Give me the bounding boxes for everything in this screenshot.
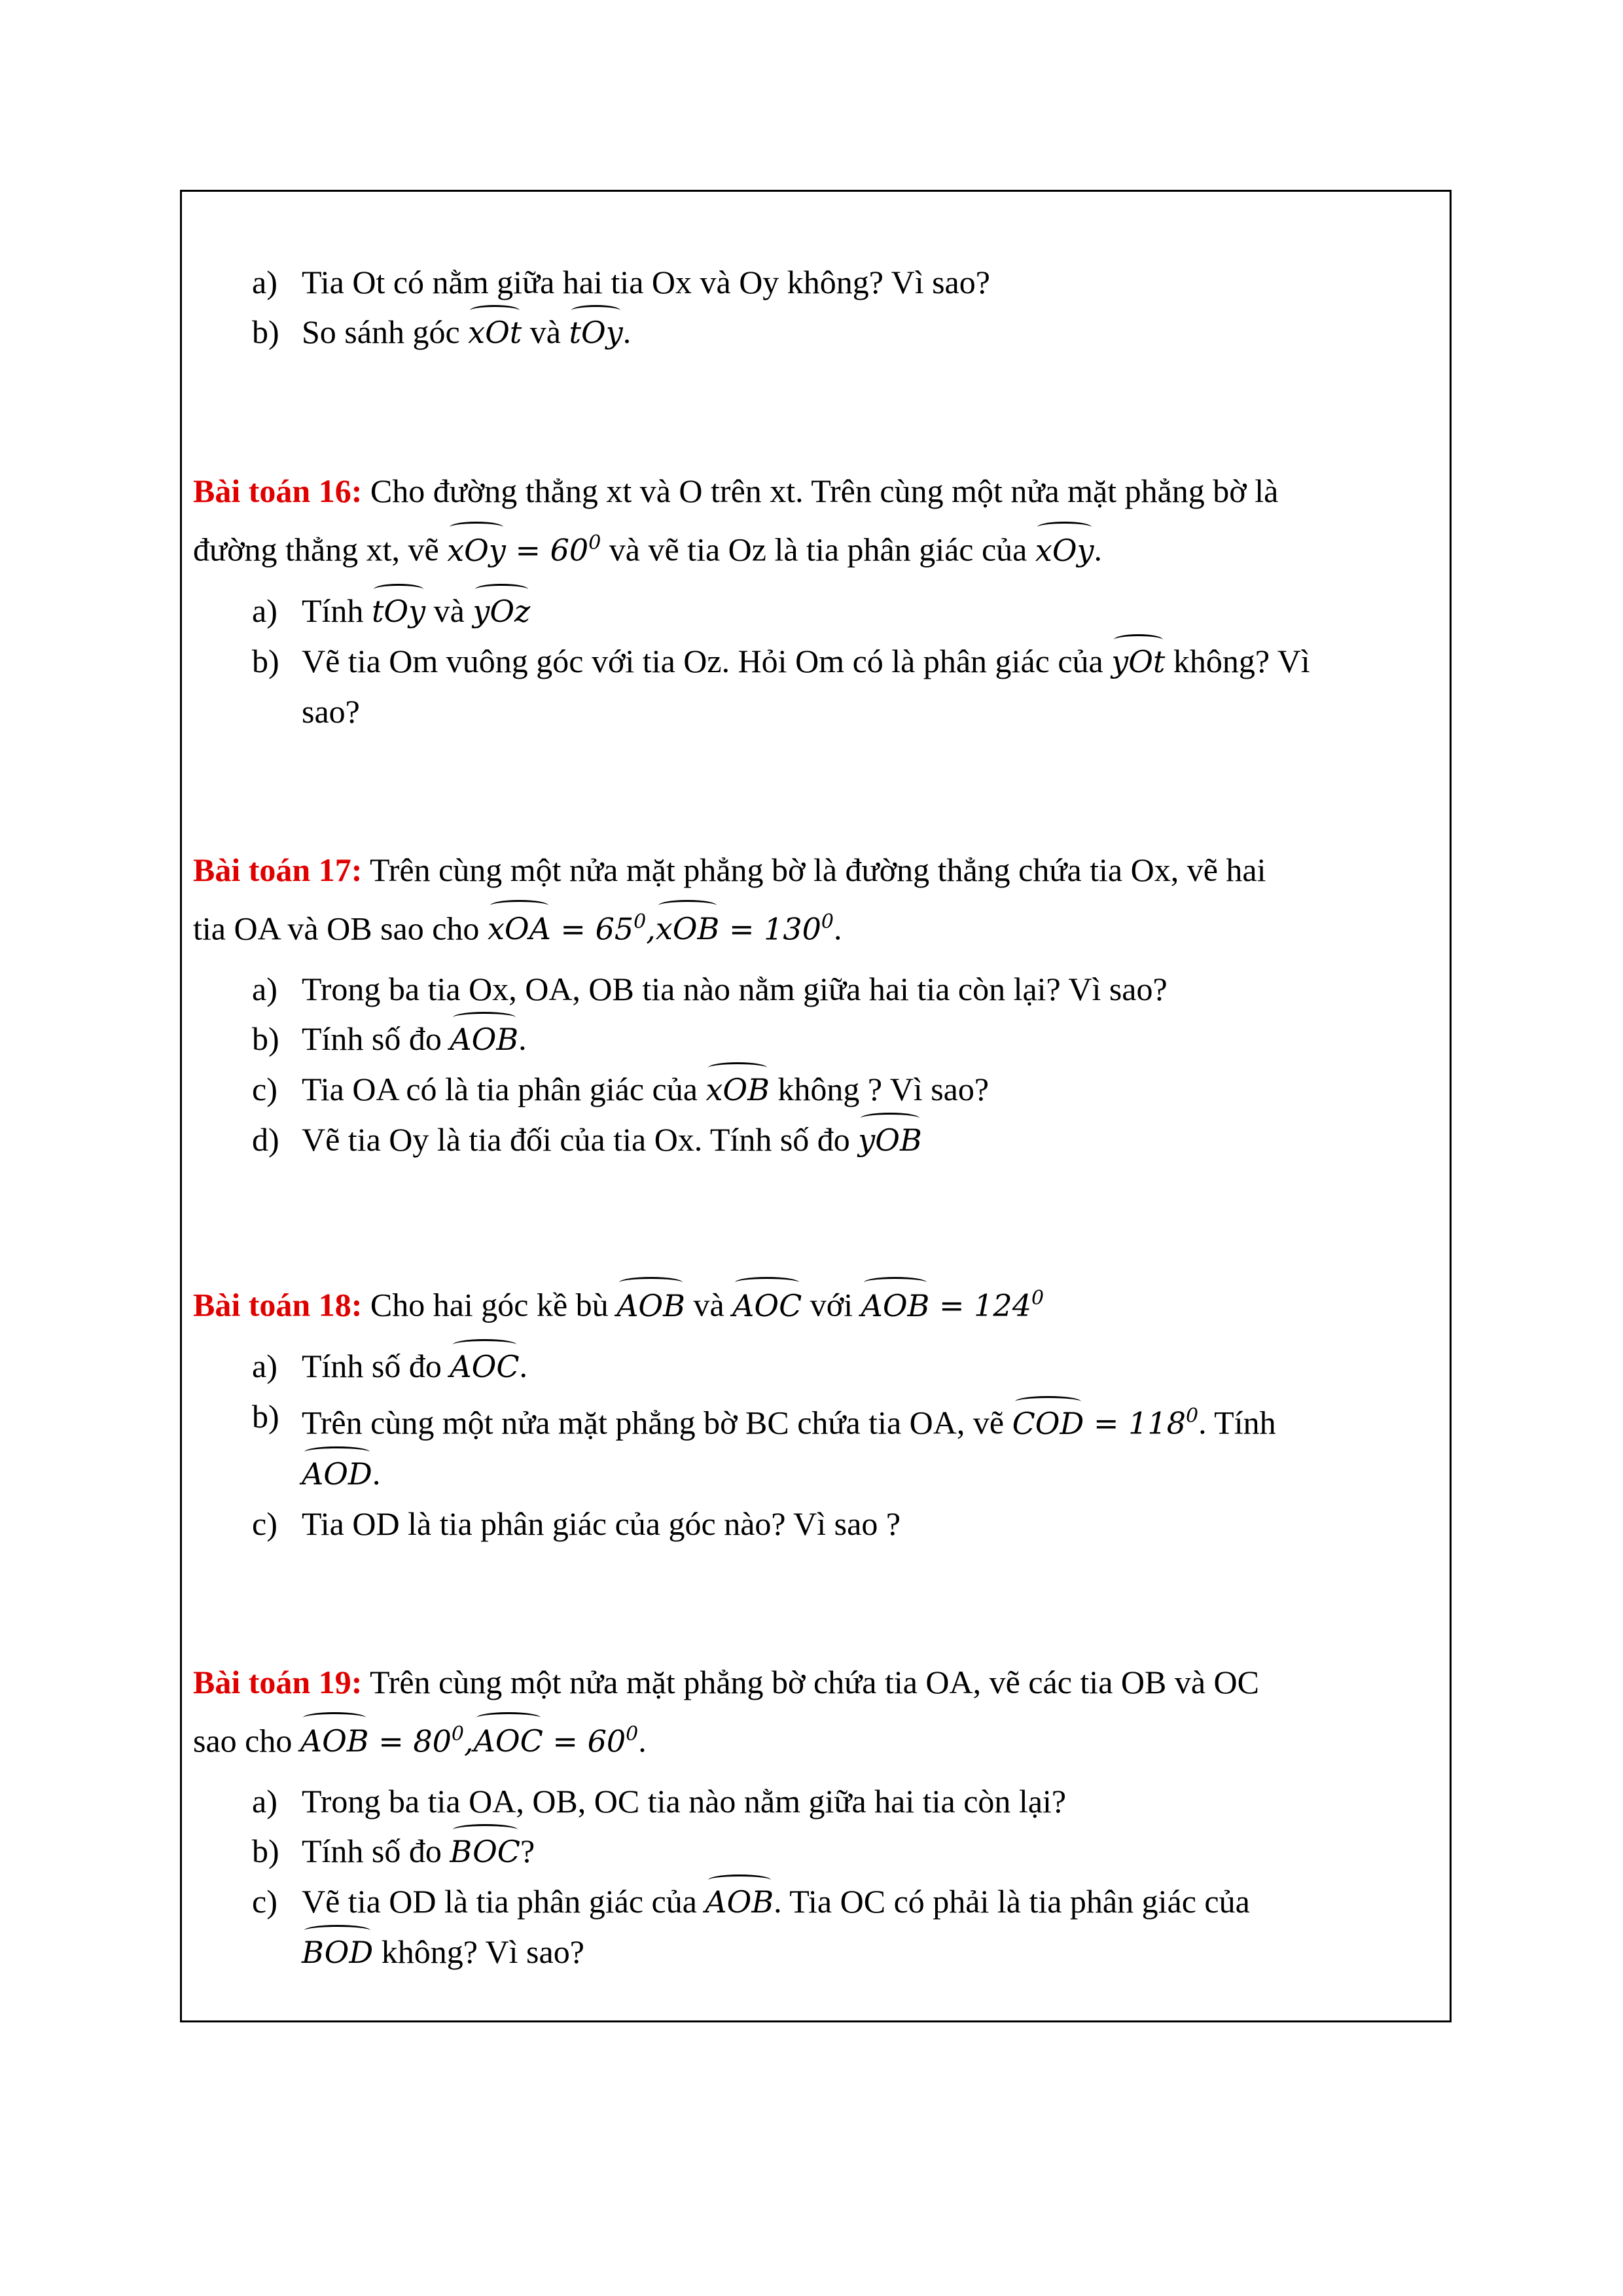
text: và (425, 592, 473, 629)
angle: yOz (473, 586, 530, 636)
item-a (193, 1341, 1436, 1391)
intro-items (193, 257, 1436, 357)
problem-16-items (193, 586, 1436, 736)
content (193, 257, 1436, 1977)
problem-box (180, 190, 1452, 2022)
text: Trong ba tia Ox, OA, OB tia nào nằm giữa hai tia còn lại? Vì sao? (302, 971, 1168, 1008)
angle: BOD (302, 1928, 373, 1977)
degree: 0 (1185, 1404, 1199, 1427)
text: Tia OD là tia phân giác của góc nào? Vì sao ? (302, 1505, 901, 1542)
angle: AOC (474, 1715, 543, 1767)
text: Tia OA có là tia phân giác của (302, 1071, 706, 1108)
degree: 0 (626, 1722, 639, 1746)
item-c (193, 1876, 1436, 1977)
item-label: a) (252, 1347, 277, 1384)
math: = 80 (368, 1723, 452, 1759)
text: . Tia OC có phải là tia phân giác của (774, 1883, 1250, 1920)
text: Trong ba tia OA, OB, OC tia nào nằm giữa hai tia còn lại? (302, 1783, 1067, 1820)
item-b (193, 1826, 1436, 1876)
angle: xOA (488, 903, 551, 955)
item-label: b) (252, 1020, 279, 1058)
text: đường thẳng xt, vẽ (193, 531, 448, 568)
text: Trên cùng một nửa mặt phẳng bờ chứa tia OA, vẽ các tia OB và OC (362, 1663, 1259, 1700)
text: Tính số đo (302, 1347, 450, 1384)
math: , (646, 911, 656, 947)
math: = 60 (543, 1723, 626, 1759)
text: Vẽ tia OD là tia phân giác của (302, 1883, 705, 1920)
text: và vẽ tia Oz là tia phân giác của (601, 531, 1035, 568)
angle: AOB (861, 1280, 930, 1332)
item-c (193, 1499, 1436, 1549)
item-b (193, 1014, 1436, 1064)
item-label: b) (252, 1833, 279, 1870)
text: Cho đường thẳng xt và O trên xt. Trên cùng một nửa mặt phẳng bờ là (362, 473, 1279, 509)
text: . Tính (1198, 1404, 1276, 1441)
angle: yOt (1111, 637, 1165, 687)
item-label: a) (252, 971, 277, 1008)
text: . (372, 1454, 381, 1492)
intro-item-b (193, 307, 1436, 357)
item-label: a) (252, 1783, 277, 1820)
text: ? (520, 1833, 535, 1870)
text: tia OA và OB sao cho (193, 910, 488, 947)
text: Trên cùng một nửa mặt phẳng bờ BC chứa tia OA, vẽ (302, 1404, 1012, 1441)
item-label: b) (252, 642, 279, 679)
problem-19 (193, 1656, 1436, 1978)
problem-title: Bài toán 19: (193, 1663, 363, 1700)
item-label: c) (252, 1883, 277, 1920)
angle: AOB (616, 1280, 685, 1332)
text: . (518, 1020, 527, 1058)
text: . (638, 1722, 647, 1759)
problem-17 (193, 844, 1436, 1166)
math: = 130 (719, 911, 821, 947)
text: và (522, 314, 569, 350)
text: không? Vì sao? (373, 1933, 584, 1971)
angle: tOy (569, 308, 623, 357)
item-label: b) (252, 314, 279, 350)
item-label: a) (252, 592, 277, 629)
angle: tOy (372, 586, 425, 636)
angle: xOB (705, 1065, 769, 1115)
problem-16 (193, 465, 1436, 736)
item-label: b) (252, 1397, 279, 1435)
degree: 0 (633, 910, 647, 933)
text: So sánh góc (302, 314, 469, 350)
text: không ? Vì sao? (769, 1071, 990, 1108)
problem-17-items (193, 964, 1436, 1165)
angle: AOC (732, 1280, 802, 1332)
item-label: c) (252, 1071, 277, 1108)
angle: xOy (1035, 524, 1094, 577)
angle: AOB (300, 1715, 369, 1767)
item-c (193, 1064, 1436, 1115)
text: Vẽ tia Om vuông góc với tia Oz. Hỏi Om có là phân giác của (302, 642, 1112, 679)
angle: AOB (450, 1014, 518, 1064)
text: Tính (302, 592, 372, 629)
degree: 0 (451, 1722, 465, 1746)
text: Cho hai góc kề bù (362, 1286, 617, 1323)
text: . (1094, 531, 1103, 568)
angle: yOB (858, 1115, 922, 1165)
math: = 118 (1084, 1405, 1186, 1441)
angle: AOD (302, 1449, 372, 1499)
problem-19-items (193, 1776, 1436, 1977)
problem-18 (193, 1272, 1436, 1548)
item-d (193, 1115, 1436, 1165)
problem-17-statement (193, 844, 1436, 956)
item-label: a) (252, 264, 277, 300)
text: và (685, 1286, 733, 1323)
degree: 0 (821, 910, 834, 933)
text: sao cho (193, 1722, 300, 1759)
angle: BOC (450, 1827, 520, 1876)
angle: COD (1012, 1399, 1084, 1448)
text: . (519, 1347, 528, 1384)
text: . (834, 910, 842, 947)
text: sao? (302, 692, 360, 730)
degree: 0 (1031, 1287, 1044, 1310)
problem-title: Bài toán 16: (193, 473, 363, 509)
text: Tính số đo (302, 1020, 450, 1058)
item-b (193, 1391, 1436, 1499)
problem-19-statement (193, 1656, 1436, 1768)
angle: AOC (450, 1342, 519, 1391)
text: . (622, 314, 632, 350)
math: = 65 (550, 911, 634, 947)
item-a (193, 964, 1436, 1014)
text: không? Vì (1165, 642, 1310, 679)
item-b (193, 636, 1436, 736)
item-a (193, 586, 1436, 636)
text: Trên cùng một nửa mặt phẳng bờ là đường thẳng chứa tia Ox, vẽ hai (362, 851, 1266, 888)
degree: 0 (588, 531, 601, 554)
math: , (464, 1723, 474, 1759)
angle: AOB (705, 1877, 774, 1927)
math: = 124 (929, 1287, 1031, 1323)
intro-item-a (193, 257, 1436, 307)
problem-16-statement (193, 465, 1436, 577)
angle: xOy (447, 524, 506, 577)
item-a (193, 1776, 1436, 1826)
item-label: c) (252, 1505, 277, 1542)
problem-18-items (193, 1341, 1436, 1549)
item-label: d) (252, 1121, 279, 1158)
text: với (802, 1286, 861, 1323)
problem-title: Bài toán 18: (193, 1286, 363, 1323)
angle: xOB (656, 903, 719, 955)
item-text: Tia Ot có nằm giữa hai tia Ox và Oy không? Vì sao? (302, 264, 990, 300)
text: Vẽ tia Oy là tia đối của tia Ox. Tính số đo (302, 1121, 859, 1158)
problem-title: Bài toán 17: (193, 851, 363, 888)
math: = 60 (505, 532, 589, 568)
text: Tính số đo (302, 1833, 450, 1870)
problem-18-statement (193, 1272, 1436, 1332)
angle: xOt (468, 308, 522, 357)
